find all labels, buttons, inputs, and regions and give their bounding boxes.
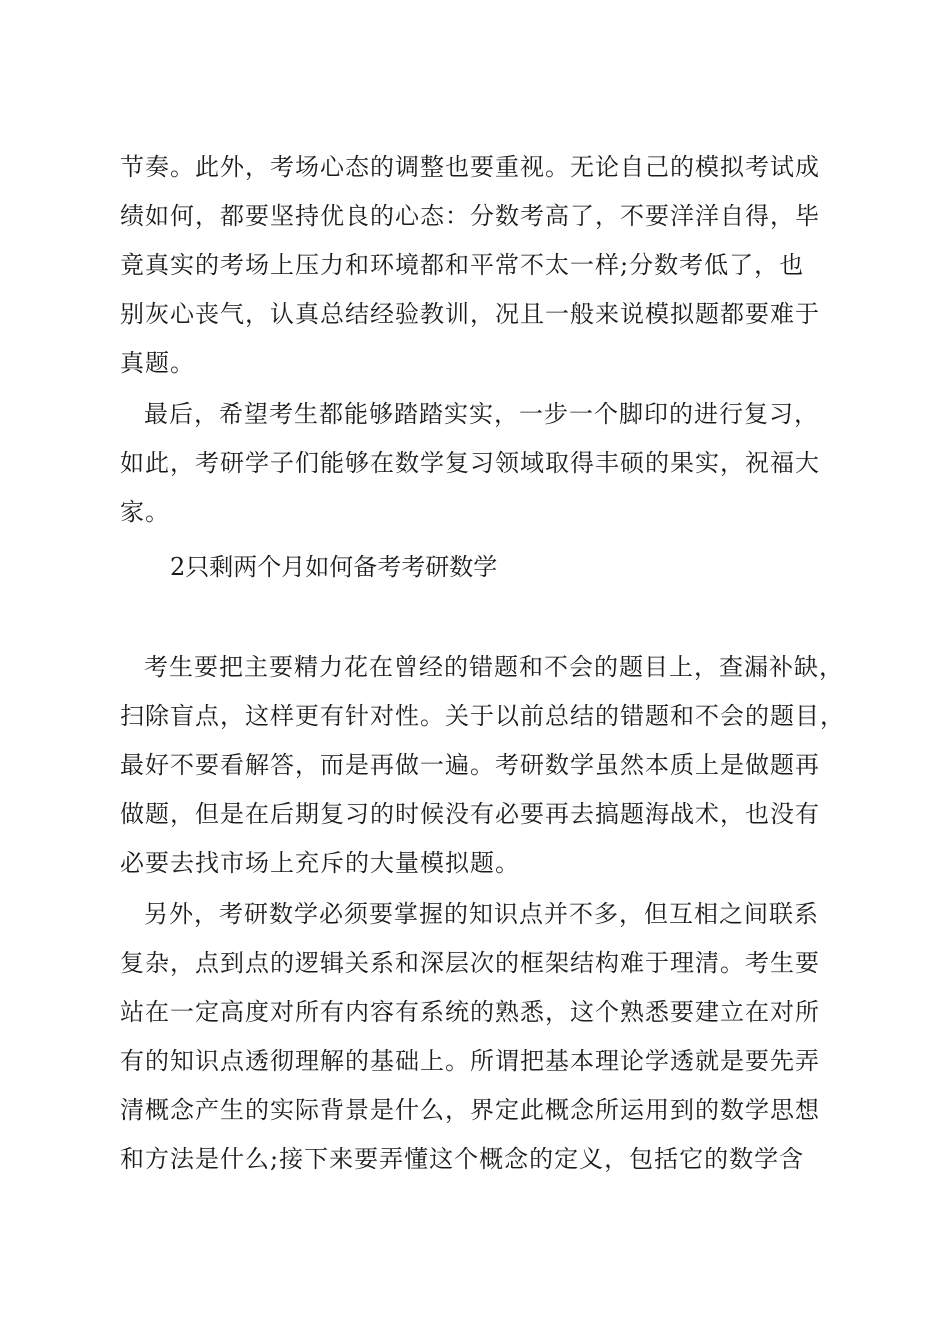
text-line: 复杂，点到点的逻辑关系和深层次的框架结构难于理清。考生要 (120, 949, 820, 977)
text-line: 和方法是什么;接下来要弄懂这个概念的定义，包括它的数学含 (120, 1145, 805, 1173)
text-line: 做题，但是在后期复习的时候没有必要再去搞题海战术，也没有 (120, 800, 820, 828)
text-line: 最后，希望考生都能够踏踏实实，一步一个脚印的进行复习， (144, 400, 819, 428)
text-line: 扫除盲点，这样更有针对性。关于以前总结的错题和不会的题目， (120, 702, 845, 730)
text-line: 有的知识点透彻理解的基础上。所谓把基本理论学透就是要先弄 (120, 1047, 820, 1075)
text-line: 别灰心丧气，认真总结经验教训，况且一般来说模拟题都要难于 (120, 300, 820, 328)
text-line: 最好不要看解答，而是再做一遍。考研数学虽然本质上是做题再 (120, 751, 820, 779)
text-line: 另外，考研数学必须要掌握的知识点并不多，但互相之间联系 (144, 900, 819, 928)
text-line: 站在一定高度对所有内容有系统的熟悉，这个熟悉要建立在对所 (120, 998, 820, 1026)
paragraph-3 (120, 643, 860, 888)
section-heading: 2只剩两个月如何备考考研数学 (170, 553, 498, 581)
text-line: 考生要把主要精力花在曾经的错题和不会的题目上，查漏补缺， (144, 653, 844, 681)
text-line: 家。 (120, 498, 170, 526)
text-line: 真题。 (120, 349, 195, 377)
text-line: 如此，考研学子们能够在数学复习领域取得丰硕的果实，祝福大 (120, 449, 820, 477)
text-line: 清概念产生的实际背景是什么，界定此概念所运用到的数学思想 (120, 1096, 820, 1124)
text-line: 绩如何，都要坚持优良的心态：分数考高了，不要洋洋自得，毕 (120, 202, 820, 230)
text-line: 必要去找市场上充斥的大量模拟题。 (120, 849, 520, 877)
text-line: 竟真实的考场上压力和环境都和平常不太一样;分数考低了，也 (120, 251, 805, 279)
paragraph-4 (120, 890, 860, 1184)
paragraph-1 (120, 143, 860, 388)
paragraph-2 (120, 390, 860, 537)
text-line: 节奏。此外，考场心态的调整也要重视。无论自己的模拟考试成 (120, 153, 820, 181)
